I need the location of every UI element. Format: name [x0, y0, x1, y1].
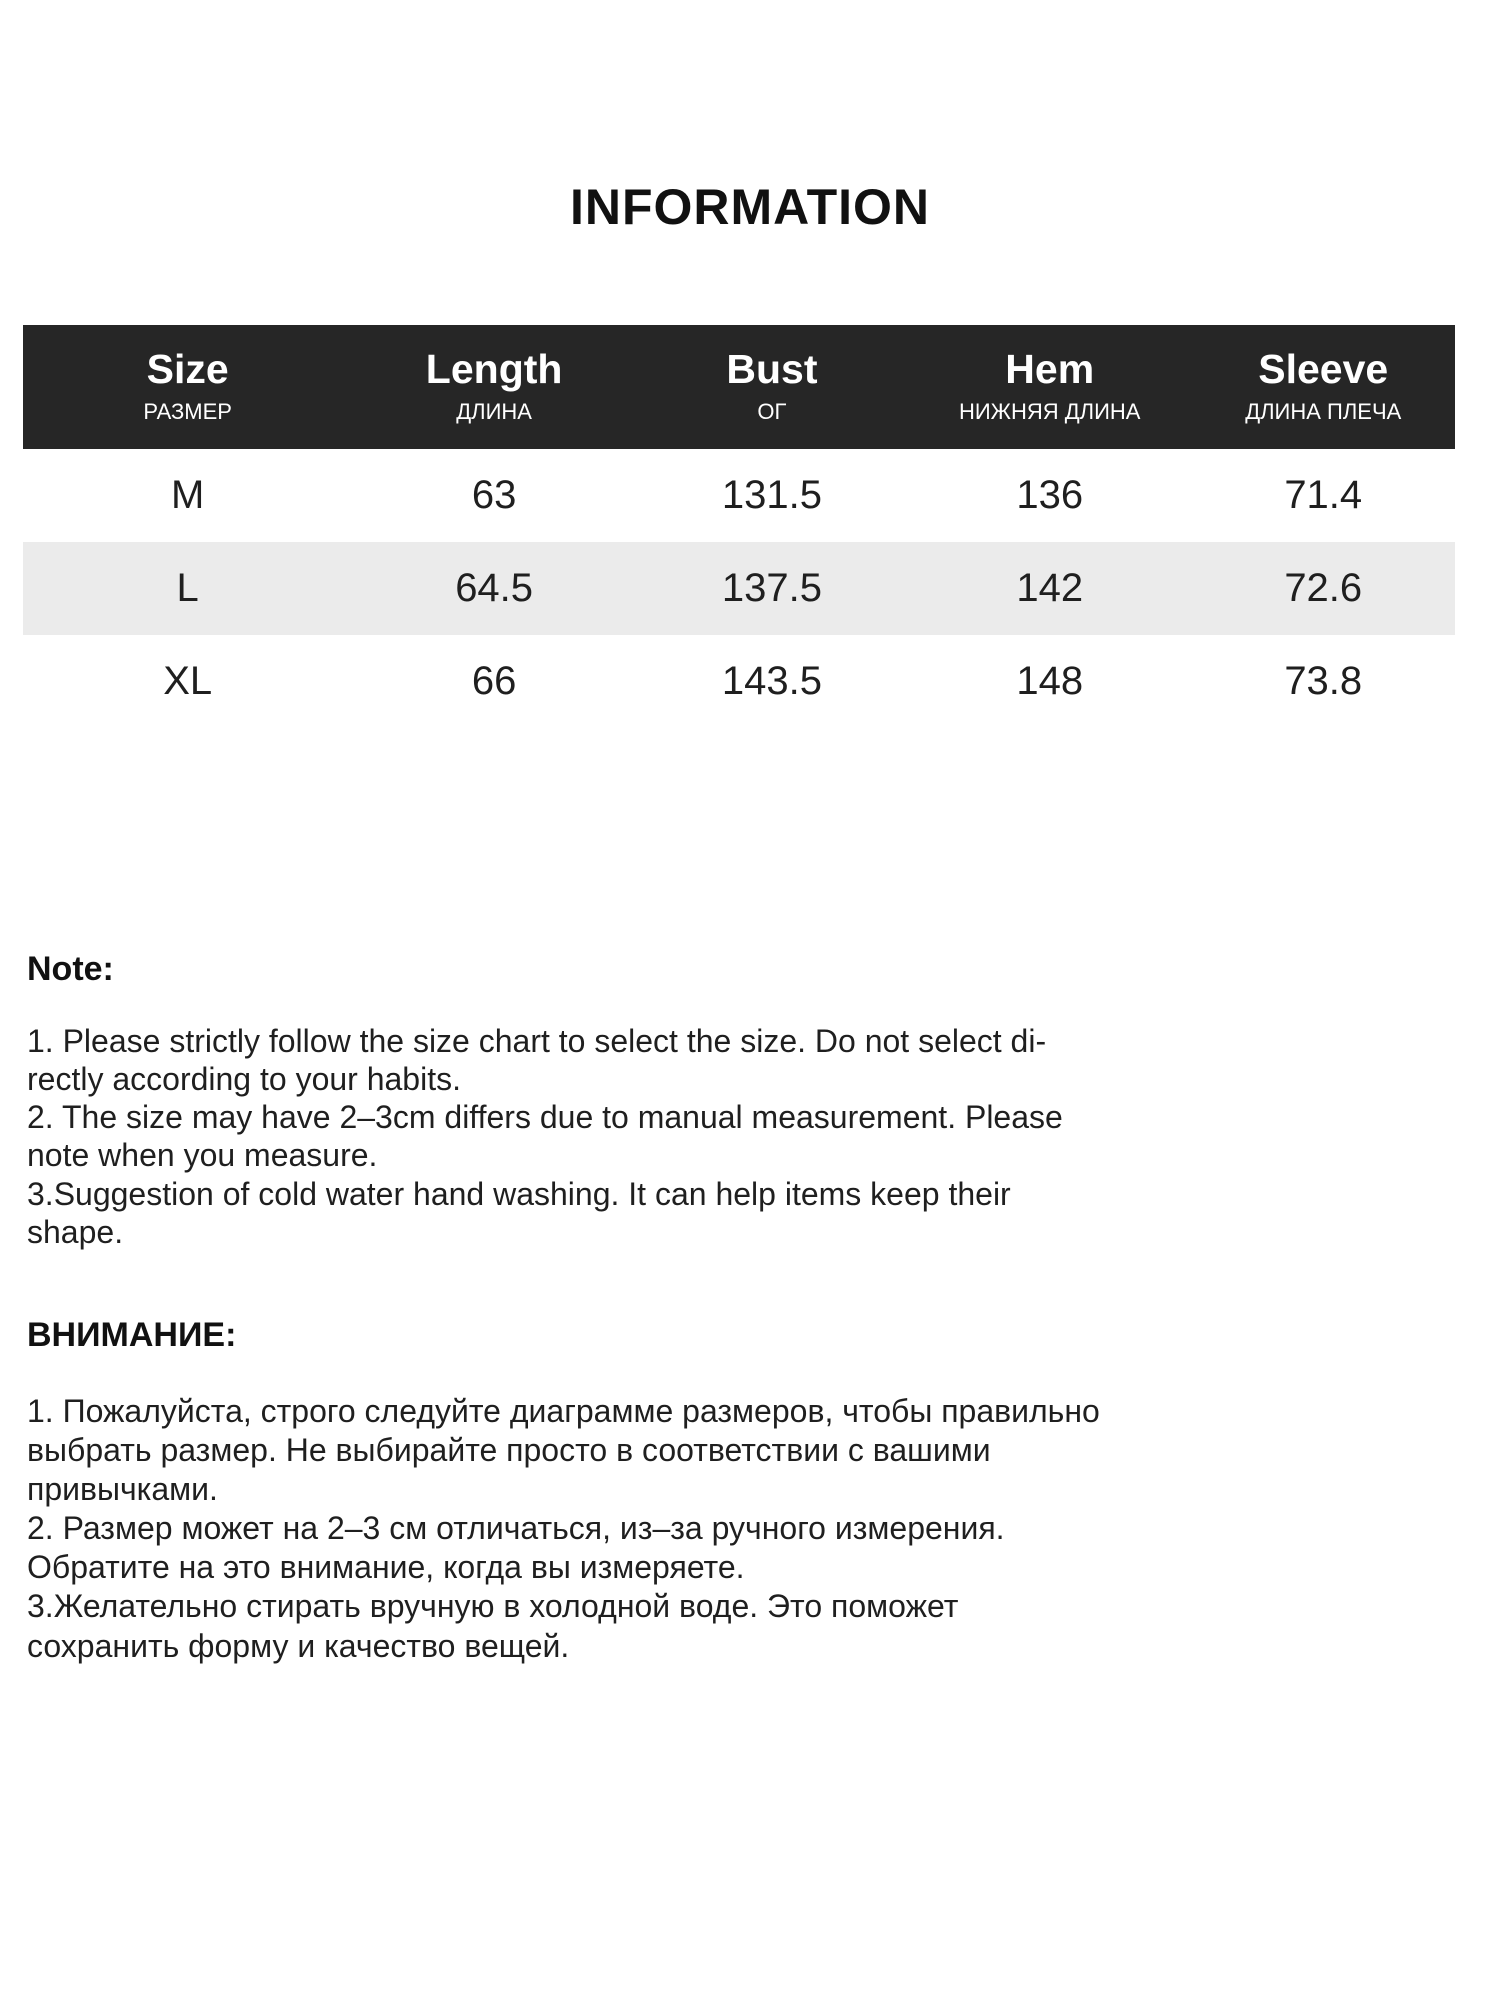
note-line: 3.Suggestion of cold water hand washing. It can help items keep their	[27, 1175, 1011, 1212]
table-body	[23, 449, 1455, 734]
column-header-bust	[636, 325, 908, 449]
size-chart-table	[23, 325, 1455, 734]
cell-length: 64.5	[352, 542, 636, 635]
cell-hem: 142	[908, 542, 1192, 635]
column-header-sleeve-en: Sleeve	[1258, 346, 1389, 392]
note-line: выбрать размер. Не выбирайте просто в соответствии с вашими	[27, 1432, 991, 1469]
note-line: note when you measure.	[27, 1137, 378, 1174]
note-line: rectly according to your habits.	[27, 1061, 461, 1098]
table-row	[23, 449, 1455, 542]
column-header-bust-ru: ОГ	[757, 398, 787, 424]
note-line: 2. The size may have 2–3cm differs due to manual measurement. Please	[27, 1099, 1063, 1136]
column-header-length-en: Length	[425, 346, 563, 392]
column-header-bust-en: Bust	[726, 346, 818, 392]
notes-heading-ru: ВНИМАНИЕ:	[27, 1315, 237, 1354]
section-spacer	[27, 1252, 1447, 1316]
table-header	[23, 325, 1455, 449]
column-header-hem	[908, 325, 1192, 449]
cell-sleeve: 72.6	[1192, 542, 1456, 635]
cell-size: L	[23, 542, 352, 635]
cell-length: 66	[352, 635, 636, 734]
cell-bust: 143.5	[636, 635, 908, 734]
column-header-size-ru: РАЗМЕР	[143, 398, 232, 424]
column-header-size	[23, 325, 352, 449]
column-header-size-en: Size	[146, 346, 229, 392]
note-line: 2. Размер может на 2–3 см отличаться, из–за ручного измерения.	[27, 1510, 1005, 1547]
notes-body-en	[27, 1023, 1447, 1250]
column-header-sleeve-ru: ДЛИНА ПЛЕЧА	[1245, 398, 1402, 424]
notes-body-ru	[27, 1393, 1447, 1665]
cell-bust: 137.5	[636, 542, 908, 635]
note-line: сохранить форму и качество вещей.	[27, 1627, 570, 1664]
cell-hem: 148	[908, 635, 1192, 734]
cell-size: XL	[23, 635, 352, 734]
note-line: Обратите на это внимание, когда вы измеряете.	[27, 1549, 745, 1586]
note-line: 3.Желательно стирать вручную в холодной воде. Это поможет	[27, 1588, 959, 1625]
table-row	[23, 635, 1455, 734]
column-header-length	[352, 325, 636, 449]
column-header-length-ru: ДЛИНА	[456, 398, 532, 424]
cell-bust: 131.5	[636, 449, 908, 542]
column-header-hem-en: Hem	[1005, 346, 1095, 392]
cell-sleeve: 73.8	[1192, 635, 1456, 734]
notes-heading-en: Note:	[27, 950, 114, 988]
table-header-row	[23, 325, 1455, 449]
page-title: INFORMATION	[569, 179, 931, 235]
note-line: shape.	[27, 1213, 124, 1250]
column-header-sleeve	[1192, 325, 1456, 449]
note-line: привычками.	[27, 1471, 218, 1508]
note-line: 1. Please strictly follow the size chart to select the size. Do not select di-	[27, 1023, 1047, 1059]
table-row	[23, 542, 1455, 635]
note-line: 1. Пожалуйста, строго следуйте диаграмме размеров, чтобы правильно	[27, 1392, 1100, 1429]
cell-length: 63	[352, 449, 636, 542]
column-header-hem-ru: НИЖНЯЯ ДЛИНА	[958, 398, 1141, 424]
notes-section	[27, 950, 1447, 1667]
cell-size: M	[23, 449, 352, 542]
cell-sleeve: 71.4	[1192, 449, 1456, 542]
cell-hem: 136	[908, 449, 1192, 542]
